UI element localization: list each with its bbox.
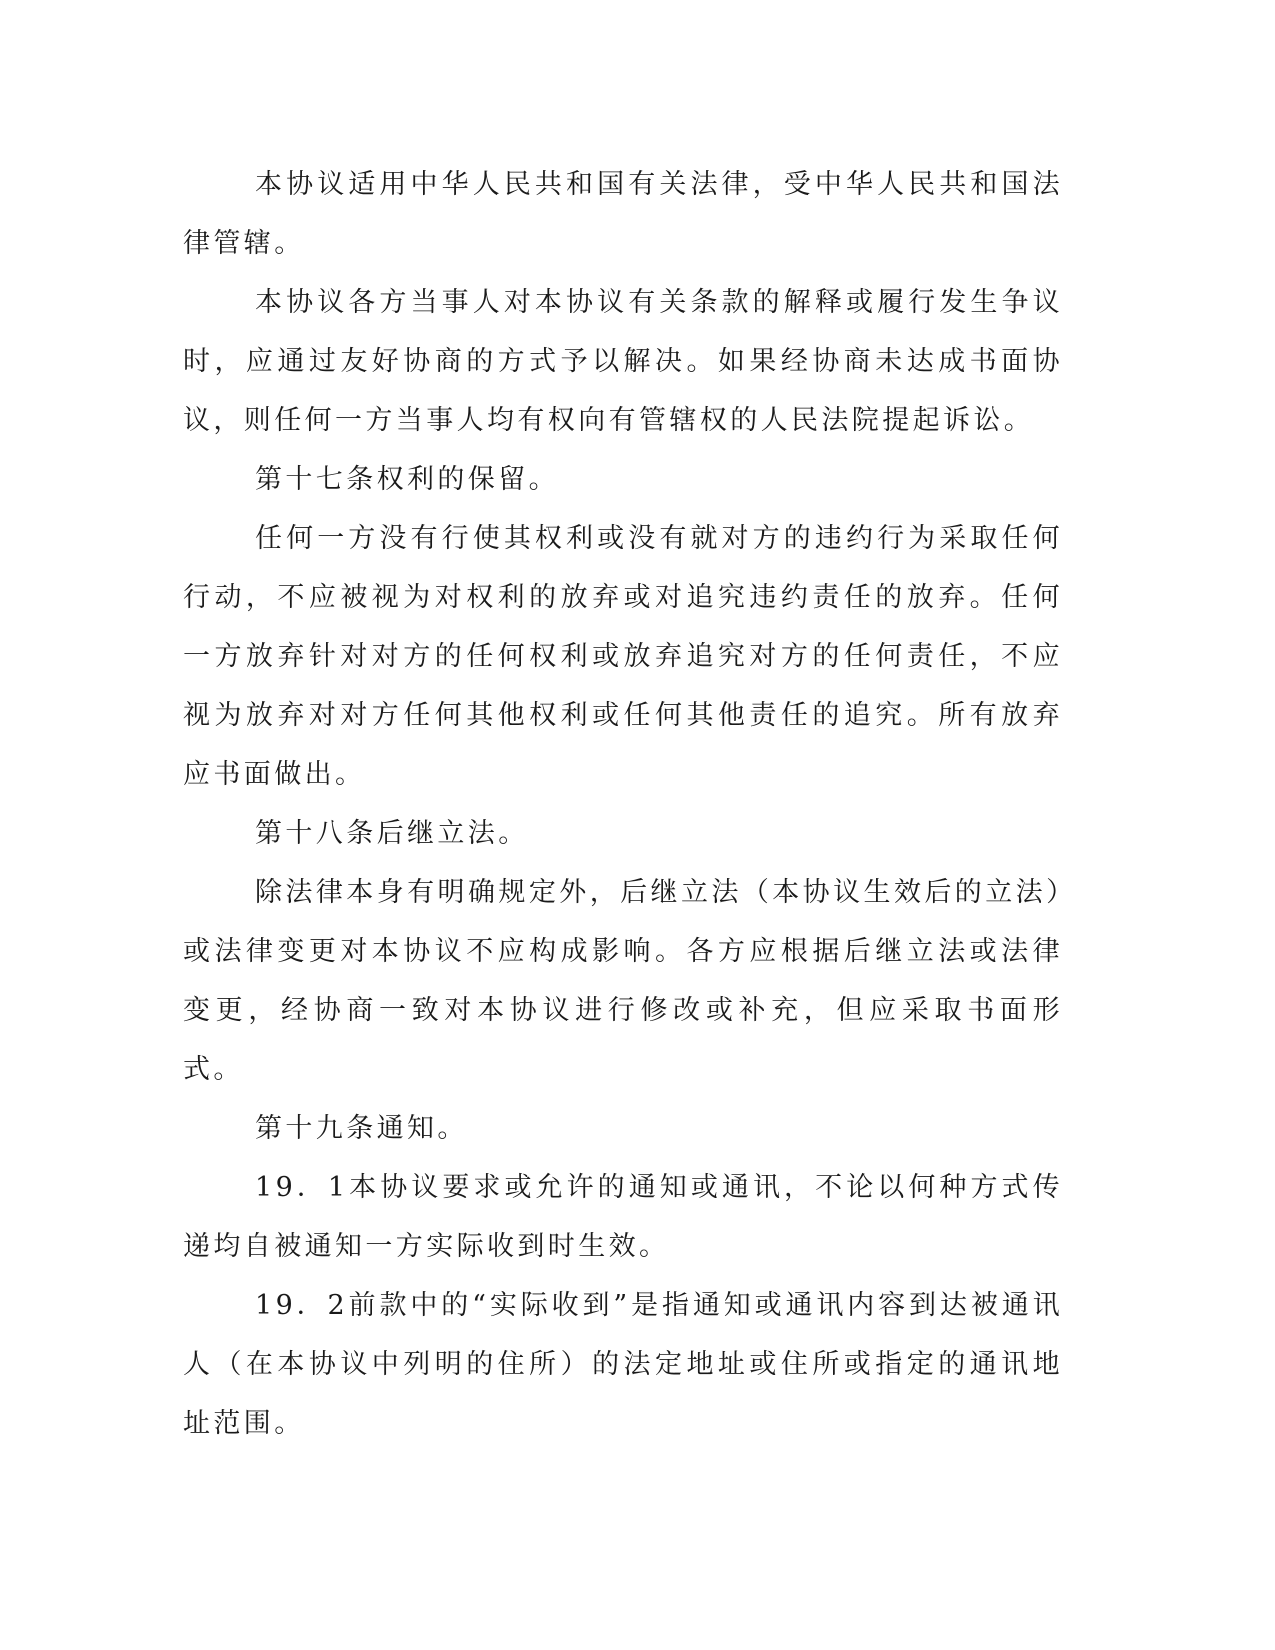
paragraph-dispute-resolution: 本协议各方当事人对本协议有关条款的解释或履行发生争议时，应通过友好协商的方式予以解决。如果经协商未达成书面协议，则任何一方当事人均有权向有管辖权的人民法院提起诉讼。: [183, 287, 1063, 436]
article-18-heading: 第十八条后继立法。: [255, 818, 529, 849]
paragraph-governing-law: 本协议适用中华人民共和国有关法律，受中华人民共和国法律管辖。: [183, 169, 1063, 259]
article-17-heading: 第十七条权利的保留。: [255, 464, 559, 495]
paragraph-19-1: 19．1本协议要求或允许的通知或通讯，不论以何种方式传递均自被通知一方实际收到时生效。: [183, 1172, 1063, 1262]
document-body: [183, 155, 1063, 1453]
paragraph-19-2: 19．2前款中的“实际收到”是指通知或通讯内容到达被通讯人（在本协议中列明的住所）的法定地址或住所或指定的通讯地址范围。: [183, 1290, 1063, 1439]
article-19-heading: 第十九条通知。: [255, 1113, 468, 1144]
paragraph-reservation-of-rights: 任何一方没有行使其权利或没有就对方的违约行为采取任何行动，不应被视为对权利的放弃或对追究违约责任的放弃。任何一方放弃针对对方的任何权利或放弃追究对方的任何责任，不应视为放弃对对方任何其他权利或任何其他责任的追究。所有放弃应书面做出。: [183, 523, 1063, 790]
paragraph-subsequent-legislation: 除法律本身有明确规定外，后继立法（本协议生效后的立法）或法律变更对本协议不应构成影响。各方应根据后继立法或法律变更，经协商一致对本协议进行修改或补充，但应采取书面形式。: [183, 877, 1063, 1085]
